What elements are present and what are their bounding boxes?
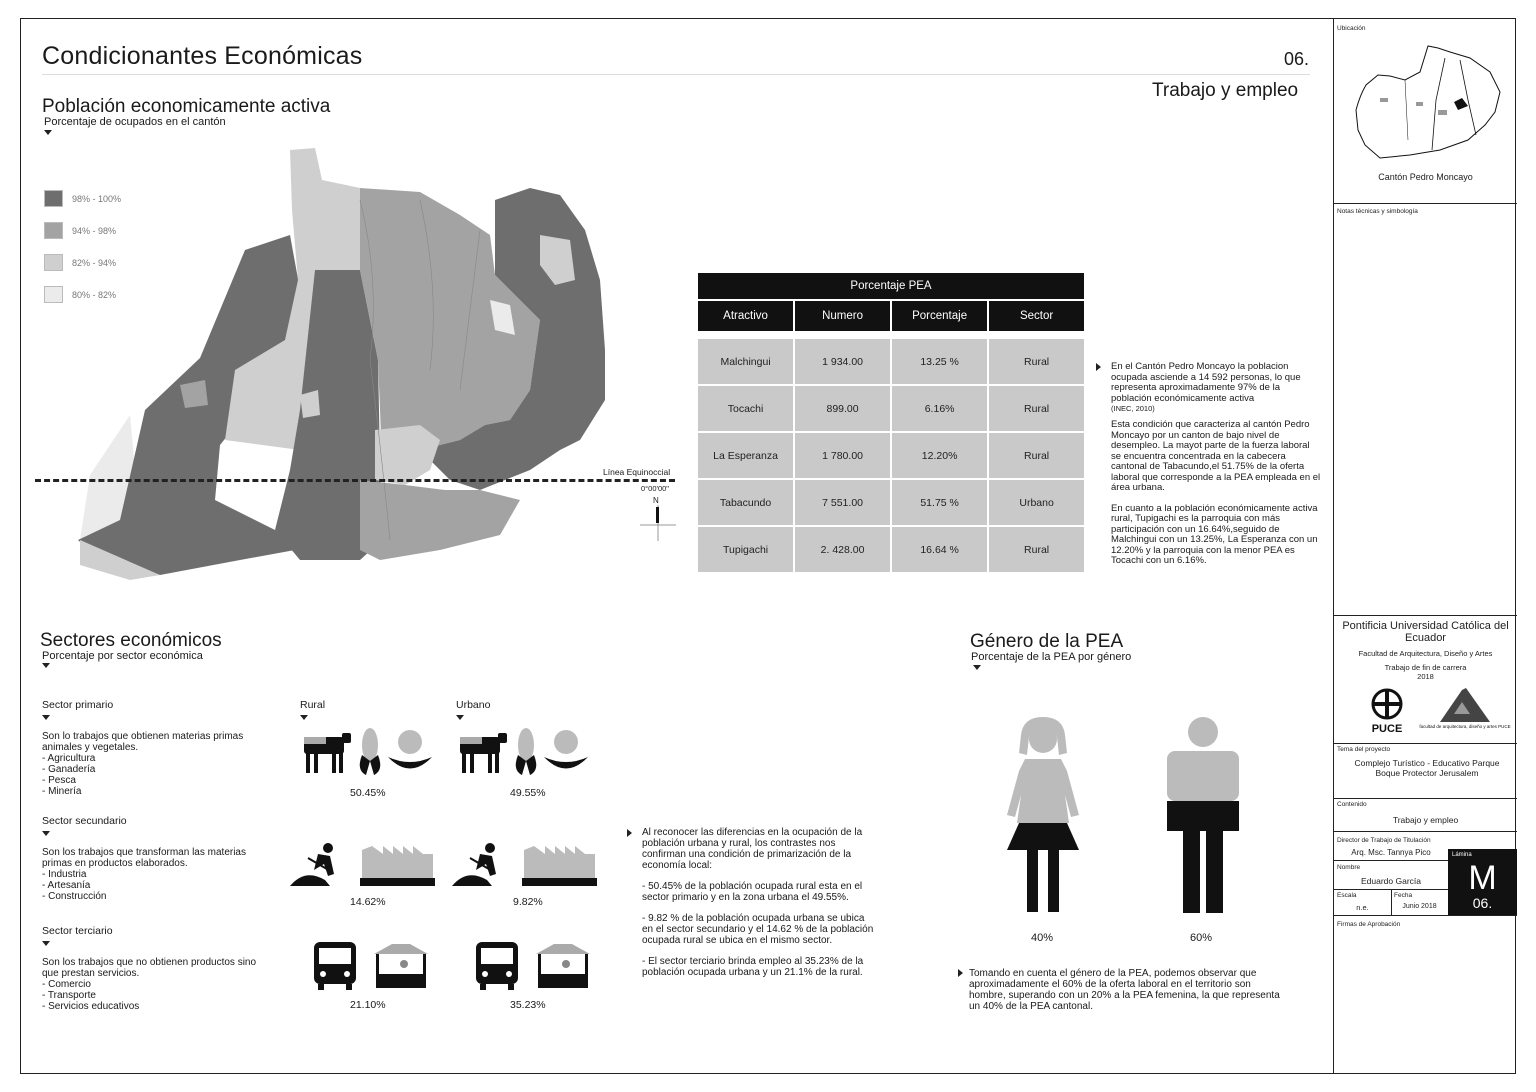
sector-list-item: - Industria: [42, 869, 87, 880]
table-cell: 16.64 %: [892, 527, 987, 572]
urban-label: Urbano: [456, 699, 491, 711]
table-cell: Rural: [989, 527, 1084, 572]
table-cell: Rural: [989, 433, 1084, 478]
page-title: Condicionantes Económicas: [42, 42, 363, 70]
table-cell: Tabacundo: [698, 480, 793, 525]
table-cell: Rural: [989, 339, 1084, 384]
puce-logo: [1367, 686, 1407, 736]
gender-note: Tomando en cuenta el género de la PEA, podemos observar que aproximadamente el 60% de la oferta laboral en el territorio son hombre, superando con un 20% a la PEA femenina, la que representa un 40% de la PEA cantonal.: [969, 968, 1280, 1012]
male-pct: 60%: [1190, 932, 1213, 944]
project-label: Tema del proyecto: [1337, 746, 1391, 753]
canton-pea-map: [60, 140, 620, 600]
sector-note-intro: Al reconocer las diferencias en la ocupación de la población urbana y rural, los contrastes nos confirman una condición de primarización de la economía local:: [642, 827, 863, 871]
author-label: Nombre: [1337, 864, 1361, 871]
map-zone-mid: [180, 380, 208, 408]
sector-desc: Son los trabajos que transforman las materias primas en productos elaborados.: [42, 847, 246, 869]
notes-label: Notas técnicas y simbología: [1337, 208, 1418, 215]
sector-list-item: - Ganadería: [42, 764, 96, 775]
sector-list-item: - Transporte: [42, 990, 96, 1001]
vegetable-icon: [388, 730, 432, 769]
gender-subtitle: Porcentaje de la PEA por género: [971, 651, 1132, 663]
sector-list-item: - Artesanía: [42, 880, 91, 891]
triangle-down-icon: [42, 663, 50, 668]
map-zone-mid: [360, 480, 520, 560]
pea-note-source: (INEC, 2010): [1111, 404, 1155, 413]
header-rule: [42, 74, 1310, 75]
table-cell: 7 551.00: [795, 480, 890, 525]
table-row: [698, 527, 1084, 572]
location-label: Ubicación: [1337, 25, 1366, 32]
sector-note-b2: - 9.82 % de la población ocupada urbana se ubica en el sector secundario y el 14.62 % de la población ocupada rural se ubica en el mismo sector.: [642, 913, 874, 946]
worker-shovel-icon: [452, 843, 496, 886]
date-value: Junio 2018: [1402, 903, 1437, 910]
sector-notes: [642, 827, 878, 978]
triangle-down-icon: [44, 130, 52, 135]
sectors-subtitle: Porcentaje por sector económica: [42, 650, 203, 662]
title-block-divider: [1334, 798, 1517, 799]
table-row: [698, 433, 1084, 478]
vegetable-icon: [544, 730, 588, 769]
table-cell: 13.25 %: [892, 339, 987, 384]
bus-icon: [476, 942, 518, 990]
triangle-down-icon: [42, 715, 50, 720]
scale-value: n.e.: [1356, 903, 1369, 912]
table-cell: 1 934.00: [795, 339, 890, 384]
puce-logo-text: PUCE: [1371, 723, 1403, 735]
primary-urban-pct: 49.55%: [510, 787, 546, 799]
equator-line: [35, 479, 675, 482]
sheet-badge-label: Lámina: [1452, 852, 1472, 858]
bullet-arrow-icon: [958, 969, 963, 977]
sector-tertiary-name: Sector terciario: [42, 925, 113, 937]
market-stall-icon: [536, 944, 590, 988]
column-header: Atractivo: [698, 301, 793, 331]
female-figure-icon: [995, 715, 1095, 915]
pea-note-p1: En el Cantón Pedro Moncayo la poblacion ocupada asciende a 14 592 personas, lo que representa aproximadamente 97% de la población económicamente activa: [1111, 361, 1301, 404]
sector-desc: Son los trabajos que no obtienen productos sino que prestan servicios.: [42, 957, 257, 979]
title-block-divider: [1334, 615, 1517, 616]
bullet-arrow-icon: [627, 829, 632, 837]
location-map: [1350, 40, 1506, 162]
column-header: Numero: [795, 301, 890, 331]
bus-icon: [314, 942, 356, 990]
pea-table-title: Porcentaje PEA: [698, 273, 1084, 299]
table-cell: 12.20%: [892, 433, 987, 478]
year: 2018: [1417, 672, 1434, 681]
sector-list-item: - Minería: [42, 786, 82, 797]
equator-label: Línea Equinoccial: [603, 467, 671, 477]
table-cell: Urbano: [989, 480, 1084, 525]
pea-note-p3: En cuanto a la población económicamente activa rural, Tupigachi es la parroquia con más participación con un 16.64%,seguido de Malchingui con un 13.25%, La Esperanza con un 12.20% y la parroquia con la menor PEA es Tocachi con un 6.16%.: [1111, 502, 1318, 566]
sector-primary-name: Sector primario: [42, 699, 114, 711]
rural-label: Rural: [300, 699, 326, 711]
signatures-label: Firmas de Aprobación: [1337, 921, 1401, 928]
triangle-down-icon: [456, 715, 464, 720]
legend-label: 94% - 98%: [72, 225, 117, 236]
legend-label: 80% - 82%: [72, 289, 117, 300]
female-pct: 40%: [1031, 932, 1054, 944]
legend-label: 98% - 100%: [72, 193, 122, 204]
table-cell: Malchingui: [698, 339, 793, 384]
table-row: [698, 480, 1084, 525]
secondary-urban-pct: 9.82%: [513, 896, 543, 908]
pea-notes: [1111, 362, 1321, 567]
tertiary-urban-pct: 35.23%: [510, 999, 546, 1011]
sector-list-item: - Construcción: [42, 891, 107, 902]
table-cell: Rural: [989, 386, 1084, 431]
north-arrow-icon: [640, 505, 676, 543]
triangle-down-icon: [42, 941, 50, 946]
secondary-sector-icons-rural: [290, 840, 435, 890]
corn-icon: [516, 728, 537, 775]
director-label: Director de Trabajo de Titulación: [1337, 837, 1431, 844]
date-label: Fecha: [1394, 892, 1413, 899]
tertiary-sector-icons-urban: [474, 940, 594, 992]
table-cell: Tupigachi: [698, 527, 793, 572]
table-header-row: [698, 301, 1084, 331]
primary-sector-icons-urban: [456, 725, 591, 780]
table-row: [698, 386, 1084, 431]
sector-list-item: - Pesca: [42, 775, 76, 786]
sheet-badge-number: 06.: [1472, 895, 1493, 911]
table-cell: Tocachi: [698, 386, 793, 431]
cow-icon: [460, 733, 507, 773]
title-block-divider: [1334, 831, 1517, 832]
sector-note-b1: - 50.45% de la población ocupada rural esta en el sector primario y en la zona urbana el 49.55%.: [642, 881, 863, 903]
sector-secondary-desc: [42, 847, 272, 902]
tertiary-sector-icons-rural: [312, 940, 432, 992]
table-row: [698, 339, 1084, 384]
author-name: Eduardo García: [1360, 876, 1421, 886]
table-cell: 2. 428.00: [795, 527, 890, 572]
faculty-name: Facultad de Arquitectura, Diseño y Artes: [1358, 649, 1493, 658]
sheet-badge-letter: M: [1468, 859, 1497, 897]
scale-label: Escala: [1337, 892, 1357, 899]
cow-icon: [304, 733, 351, 773]
pea-table: [696, 271, 1086, 574]
sector-secondary-name: Sector secundario: [42, 815, 127, 827]
corn-icon: [360, 728, 381, 775]
sector-desc: Son lo trabajos que obtienen materias primas animales y vegetales.: [42, 731, 244, 753]
work-type: Trabajo de fin de carrera: [1384, 663, 1467, 672]
location-name: Cantón Pedro Moncayo: [1378, 172, 1473, 182]
sector-list-item: - Agricultura: [42, 753, 96, 764]
sheet-badge: [1448, 849, 1517, 915]
column-header: Porcentaje: [892, 301, 987, 331]
column-header: Sector: [989, 301, 1084, 331]
pea-note-p2: Esta condición que caracteriza al cantón Pedro Moncayo por un canton de bajo nivel de desempleo. La mayot parte de la fuerza laboral se encuentra concentrada en la cabecera cantonal de Tabacundo,el 51.75% de la oferta laboral que corresponde a la PEA empleada en el área urbana.: [1111, 419, 1321, 493]
faculty-logo-text: facultad de arquitectura, diseño y artes PUCE: [1419, 724, 1511, 729]
sector-note-b3: - El sector terciario brinda empleo al 35.23% de la población ocupada urbana y un 21.1% de la rural.: [642, 956, 864, 978]
title-block: [1333, 18, 1516, 1074]
title-block-divider: [1334, 743, 1517, 744]
table-cell: 899.00: [795, 386, 890, 431]
table-cell: 1 780.00: [795, 433, 890, 478]
sectors-title: Sectores económicos: [40, 630, 222, 651]
content-value: Trabajo y empleo: [1392, 815, 1459, 825]
legend-label: 82% - 94%: [72, 257, 117, 268]
pea-map-subtitle: Porcentaje de ocupados en el cantón: [44, 116, 226, 128]
section-title: Trabajo y empleo: [1152, 80, 1299, 101]
table-cell: 51.75 %: [892, 480, 987, 525]
factory-icon: [360, 846, 435, 886]
primary-sector-icons-rural: [300, 725, 435, 780]
title-block-divider: [1334, 203, 1517, 204]
table-cell: La Esperanza: [698, 433, 793, 478]
equator-coordinate: 0°00'00": [641, 484, 669, 493]
title-block-divider: [1334, 915, 1517, 916]
map-zone-light: [375, 425, 440, 485]
market-stall-icon: [374, 944, 428, 988]
faculty-logo: [1419, 684, 1511, 736]
sector-primary-desc: [42, 731, 272, 797]
pea-map-title: Población economicamente activa: [42, 96, 331, 117]
north-label: N: [653, 496, 659, 505]
bullet-arrow-icon: [1096, 363, 1101, 371]
map-zone-light: [300, 390, 320, 418]
triangle-down-icon: [300, 715, 308, 720]
primary-rural-pct: 50.45%: [350, 787, 386, 799]
sector-list-item: - Comercio: [42, 979, 91, 990]
factory-icon: [522, 846, 597, 886]
table-cell: 6.16%: [892, 386, 987, 431]
triangle-down-icon: [973, 665, 981, 670]
sheet-number: 06.: [1284, 49, 1310, 69]
male-figure-icon: [1163, 715, 1243, 915]
secondary-sector-icons-urban: [452, 840, 597, 890]
sector-tertiary-desc: [42, 957, 272, 1012]
content-label: Contenido: [1337, 801, 1367, 808]
gender-title: Género de la PEA: [970, 631, 1124, 652]
title-block-divider: [1334, 860, 1448, 861]
title-block-divider: [1391, 889, 1392, 915]
worker-shovel-icon: [290, 843, 334, 886]
sector-list-item: - Servicios educativos: [42, 1001, 140, 1012]
tertiary-rural-pct: 21.10%: [350, 999, 386, 1011]
director-name: Arq. Msc. Tannya Pico: [1351, 848, 1431, 857]
university-name: Pontificia Universidad Católica del Ecuador: [1342, 620, 1509, 644]
secondary-rural-pct: 14.62%: [350, 896, 386, 908]
triangle-down-icon: [42, 831, 50, 836]
project-name: Complejo Turístico - Educativo Parque Boque Protector Jerusalem: [1354, 758, 1500, 778]
